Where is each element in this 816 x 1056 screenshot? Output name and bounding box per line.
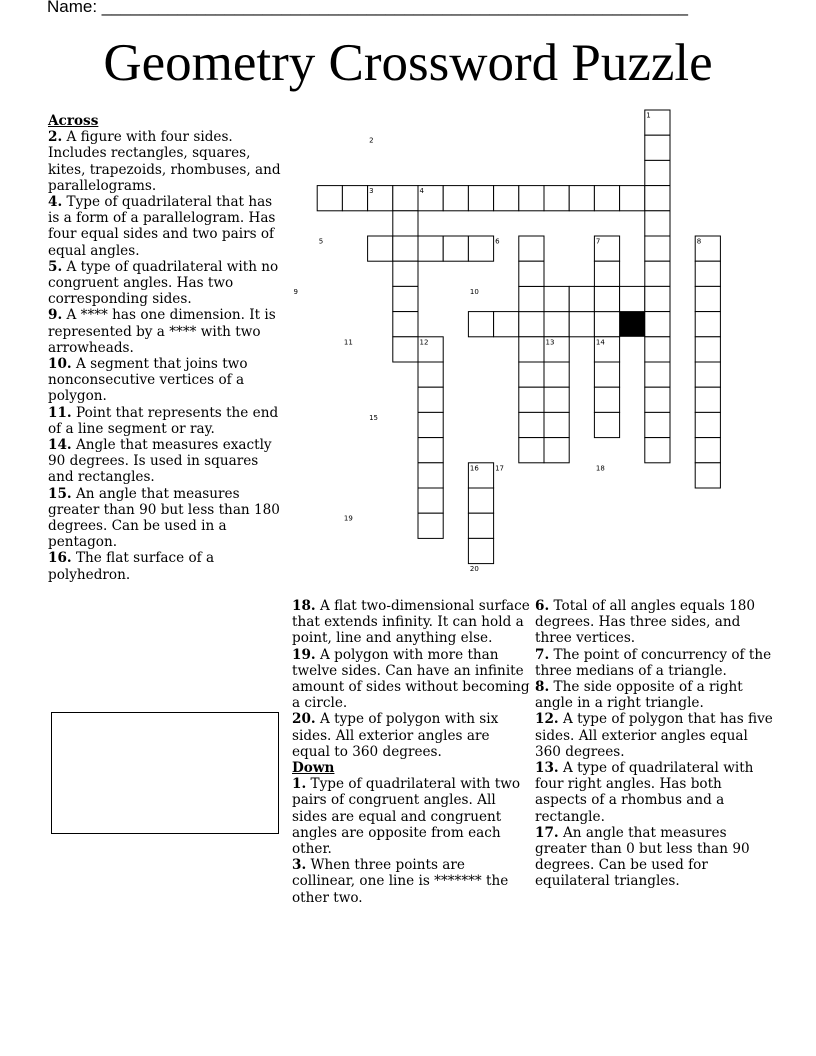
grid-number: 11: [343, 338, 353, 347]
grid-cell[interactable]: [418, 362, 443, 387]
grid-cell[interactable]: [695, 261, 720, 286]
clue-down-1: 1. Type of quadrilateral with two pairs of congruent angles. All sides are equal and congruent angles are opposite from each other.: [292, 776, 521, 858]
clue-down-6: 6. Total of all angles equals 180 degrees. Has three sides, and three vertices.: [535, 598, 756, 647]
clue-across-4: 4. Type of quadrilateral that has is a form of a parallelogram. Has four equal sides and two pairs of equal angles.: [48, 194, 276, 259]
grid-cell[interactable]: [569, 312, 594, 337]
grid-cell[interactable]: [418, 488, 443, 513]
grid-number: 9: [293, 287, 298, 296]
grid-cell[interactable]: [594, 286, 619, 311]
grid-cell[interactable]: [645, 160, 670, 185]
clue-down-8: 8. The side opposite of a right angle in a right triangle.: [535, 679, 743, 712]
grid-cell[interactable]: [695, 412, 720, 437]
grid-cell[interactable]: [494, 312, 519, 337]
grid-cell[interactable]: [544, 186, 569, 211]
grid-cell[interactable]: [594, 412, 619, 437]
grid-cell[interactable]: [393, 312, 418, 337]
grid-cell[interactable]: [519, 387, 544, 412]
grid-cell[interactable]: [695, 387, 720, 412]
grid-cell[interactable]: [468, 312, 493, 337]
grid-cell[interactable]: [418, 387, 443, 412]
grid-cell[interactable]: [645, 286, 670, 311]
grid-cell[interactable]: [519, 186, 544, 211]
grid-cell[interactable]: [594, 186, 619, 211]
grid-cell[interactable]: [544, 412, 569, 437]
clue-down-17: 17. An angle that measures greater than 0 but less than 90 degrees. Can be used for equilateral triangles.: [535, 824, 750, 890]
grid-cell[interactable]: [468, 513, 493, 538]
across-heading: Across: [48, 113, 99, 129]
name-label: Name:: [47, 0, 102, 16]
clue-across-20: 20. A type of polygon with six sides. All exterior angles are equal to 360 degrees.: [292, 711, 499, 760]
name-blank[interactable]: ______________________________________________________________: [101, 0, 688, 16]
grid-cell[interactable]: [468, 236, 493, 261]
grid-cell[interactable]: [645, 337, 670, 362]
grid-number: 10: [469, 287, 479, 296]
clue-column-middle: [292, 598, 530, 906]
down-heading: Down: [292, 760, 335, 777]
grid-cell[interactable]: [695, 463, 720, 488]
grid-cell[interactable]: [393, 211, 418, 236]
grid-number: 3: [369, 187, 374, 196]
grid-cell[interactable]: [519, 286, 544, 311]
grid-cell[interactable]: [393, 337, 418, 362]
clue-across-10: 10. A segment that joins two nonconsecutive vertices of a polygon.: [48, 356, 248, 405]
grid-cell[interactable]: [544, 312, 569, 337]
grid-number: 15: [369, 413, 379, 422]
grid-number: 1: [646, 111, 651, 120]
grid-number: 5: [318, 237, 324, 246]
clue-across-16: 16. The flat surface of a polyhedron.: [48, 550, 215, 583]
grid-cell[interactable]: [645, 387, 670, 412]
grid-cell[interactable]: [645, 186, 670, 211]
grid-number: 12: [419, 338, 429, 347]
grid-number: 14: [595, 338, 605, 347]
clue-column-right: [535, 598, 775, 890]
grid-cell[interactable]: [544, 362, 569, 387]
grid-cell[interactable]: [519, 312, 544, 337]
grid-cell[interactable]: [519, 337, 544, 362]
grid-cell[interactable]: [393, 286, 418, 311]
grid-cell[interactable]: [393, 261, 418, 286]
clue-across-5: 5. A type of quadrilateral with no congruent angles. Has two corresponding sides.: [48, 258, 279, 308]
grid-cell[interactable]: [418, 236, 443, 261]
grid-cell[interactable]: [594, 312, 619, 337]
clue-down-3: 3. When three points are collinear, one line is ******* the other two.: [292, 857, 509, 906]
grid-number: 19: [343, 514, 353, 523]
clue-across-15: 15. An angle that measures greater than 90 but less than 180 degrees. Can be used in a pentagon.: [48, 485, 280, 551]
grid-number: 4: [419, 187, 424, 196]
grid-cell[interactable]: [645, 211, 670, 236]
grid-cell[interactable]: [519, 261, 544, 286]
grid-cell[interactable]: [342, 186, 367, 211]
grid-cell[interactable]: [418, 438, 443, 463]
grid-cell[interactable]: [519, 362, 544, 387]
grid-cell[interactable]: [519, 412, 544, 437]
grid-number: 6: [495, 237, 500, 246]
grid-cell[interactable]: [544, 286, 569, 311]
clue-column-left: [48, 113, 283, 583]
clue-across-11: 11. Point that represents the end of a line segment or ray.: [48, 404, 279, 437]
grid-cell[interactable]: [645, 236, 670, 261]
grid-cell[interactable]: [594, 261, 619, 286]
grid-cell[interactable]: [494, 186, 519, 211]
grid-cell[interactable]: [393, 236, 418, 261]
clue-down-12: 12. A type of polygon that has five sides. All exterior angles equal 360 degrees.: [535, 711, 773, 760]
clue-down-7: 7. The point of concurrency of the three medians of a triangle.: [535, 646, 772, 679]
grid-cell[interactable]: [695, 362, 720, 387]
grid-number: 18: [595, 464, 605, 473]
answer-box: [51, 712, 279, 834]
clue-across-18: 18. A flat two-dimensional surface that extends infinity. It can hold a point, line and anything else.: [292, 598, 530, 647]
grid-block: [620, 312, 645, 337]
grid-cell[interactable]: [594, 362, 619, 387]
grid-cell[interactable]: [645, 362, 670, 387]
grid-cell[interactable]: [645, 438, 670, 463]
grid-cell[interactable]: [645, 412, 670, 437]
grid-cell[interactable]: [418, 463, 443, 488]
grid-cell[interactable]: [368, 236, 393, 261]
grid-cell[interactable]: [695, 312, 720, 337]
grid-cell[interactable]: [317, 186, 342, 211]
clue-across-2: 2. A figure with four sides. Includes rectangles, squares, kites, trapezoids, rhombuses, and parallelograms.: [48, 129, 281, 194]
grid-number: 8: [696, 237, 702, 246]
grid-cell[interactable]: [418, 412, 443, 437]
grid-number: 17: [495, 464, 505, 473]
grid-cell[interactable]: [443, 186, 468, 211]
grid-cell[interactable]: [695, 438, 720, 463]
grid-cell[interactable]: [645, 312, 670, 337]
grid-number: 7: [595, 237, 601, 246]
grid-number: 13: [545, 338, 555, 347]
grid-cell[interactable]: [418, 513, 443, 538]
grid-cell[interactable]: [544, 438, 569, 463]
grid-number: 16: [469, 464, 479, 473]
grid-cell[interactable]: [468, 538, 493, 563]
grid-cell[interactable]: [645, 261, 670, 286]
clue-across-14: 14. Angle that measures exactly 90 degrees. Is used in squares and rectangles.: [48, 437, 272, 486]
grid-cell[interactable]: [569, 186, 594, 211]
grid-cell[interactable]: [519, 236, 544, 261]
clue-across-9: 9. A **** has one dimension. It is represented by a **** with two arrowheads.: [48, 307, 276, 356]
grid-cell[interactable]: [468, 488, 493, 513]
grid-cell[interactable]: [645, 135, 670, 160]
grid-cell[interactable]: [620, 286, 645, 311]
clue-across-19: 19. A polygon with more than twelve sides. Can have an infinite amount of sides without becoming a circle.: [292, 646, 530, 712]
grid-cell[interactable]: [695, 337, 720, 362]
grid-cell[interactable]: [443, 236, 468, 261]
grid-cell[interactable]: [393, 186, 418, 211]
page-title: Geometry Crossword Puzzle: [103, 34, 713, 92]
grid-number: 20: [469, 565, 479, 574]
grid-cell[interactable]: [620, 186, 645, 211]
grid-cell[interactable]: [468, 186, 493, 211]
grid-cell[interactable]: [519, 438, 544, 463]
grid-cell[interactable]: [544, 387, 569, 412]
grid-cell[interactable]: [594, 387, 619, 412]
grid-cell[interactable]: [695, 286, 720, 311]
grid-number: 2: [369, 136, 374, 145]
clue-down-13: 13. A type of quadrilateral with four right angles. Has both aspects of a rhombus and a rectangle.: [535, 760, 754, 825]
grid-cell[interactable]: [569, 286, 594, 311]
